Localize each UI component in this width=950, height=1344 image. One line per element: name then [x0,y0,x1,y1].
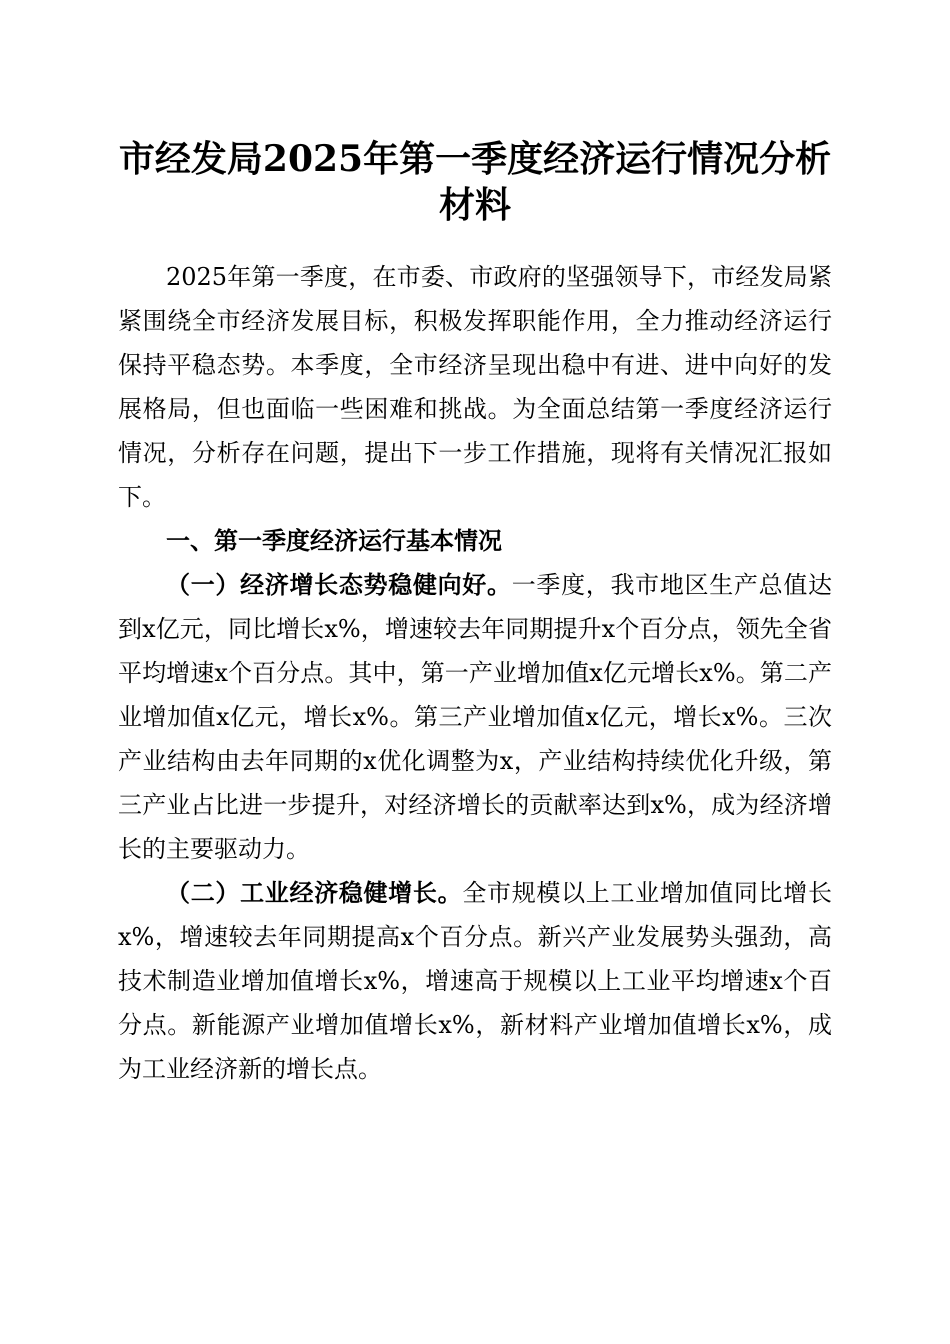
subsection-paragraph-1 [118,563,832,871]
subsection-lead-1: （一）经济增长态势稳健向好。 [166,570,512,599]
intro-paragraph: 2025年第一季度，在市委、市政府的坚强领导下，市经发局紧紧围绕全市经济发展目标，积极发挥职能作用，全力推动经济运行保持平稳态势。本季度，全市经济呈现出稳中有进、进中向好的发展格局，但也面临一些困难和挑战。为全面总结第一季度经济运行情况，分析存在问题，提出下一步工作措施，现将有关情况汇报如下。 [118,263,832,511]
subsection-lead-2: （二）工业经济稳健增长。 [166,878,463,907]
title-line-1: 市经发局2025年第一季度经济运行情况分析 [118,138,832,180]
subsection-paragraph-2 [118,871,832,1091]
document-body [118,255,832,1091]
title-line-2: 材料 [438,184,511,226]
document-title [118,136,832,228]
section-heading-1: 一、第一季度经济运行基本情况 [166,527,502,555]
subsection-text-1: 一季度，我市地区生产总值达到x亿元，同比增长x%，增速较去年同期提升x个百分点，领先全省平均增速x个百分点。其中，第一产业增加值x亿元增长x%。第二产业增加值x亿元，增长x%。第三产业增加值x亿元，增长x%。三次产业结构由去年同期的x优化调整为x，产业结构持续优化升级，第三产业占比进一步提升，对经济增长的贡献率达到x%，成为经济增长的主要驱动力。 [118,571,833,863]
subsection-text-2: 全市规模以上工业增加值同比增长x%，增速较去年同期提高x个百分点。新兴产业发展势头强劲，高技术制造业增加值增长x%，增速高于规模以上工业平均增速x个百分点。新能源产业增加值增长x%，新材料产业增加值增长x%，成为工业经济新的增长点。 [118,879,833,1083]
